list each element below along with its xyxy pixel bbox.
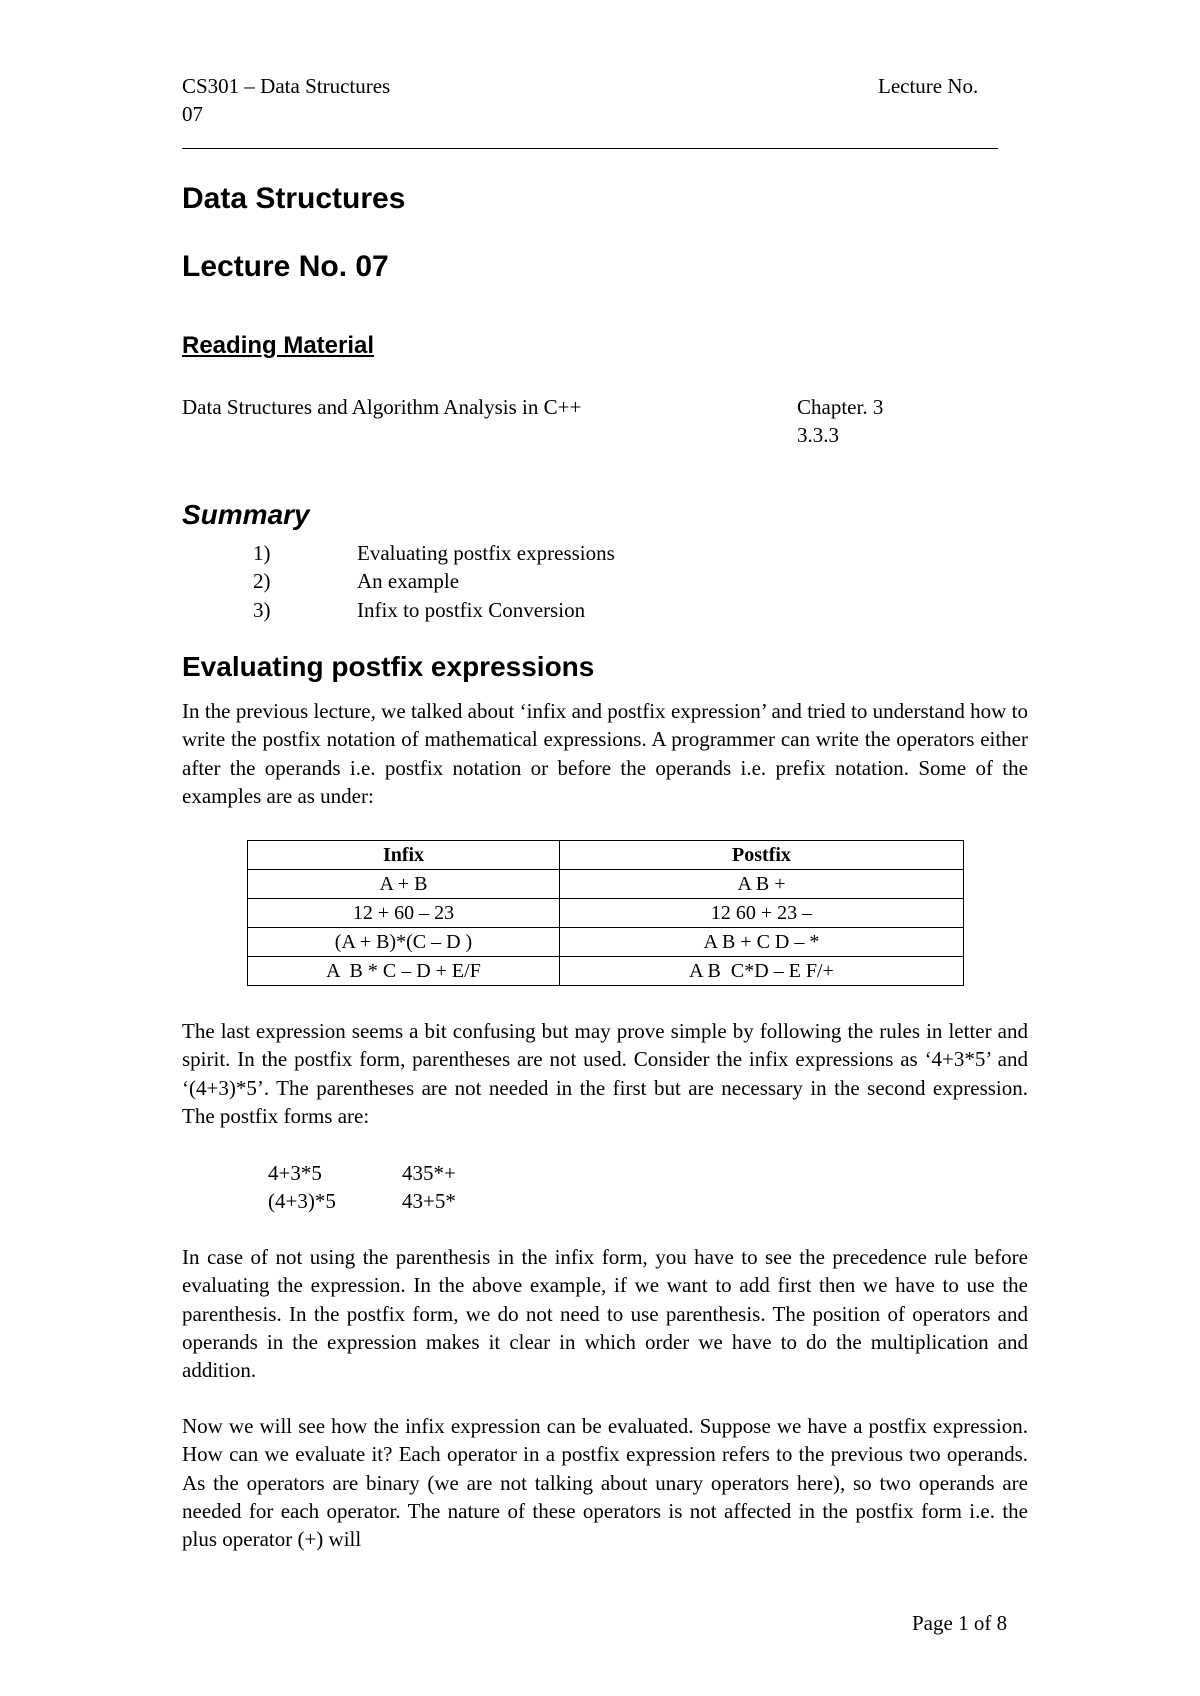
page-title: Data Structures [182, 182, 406, 215]
summary-item-text: Infix to postfix Conversion [357, 598, 586, 622]
table-header-postfix: Postfix [560, 841, 964, 870]
table-row [248, 870, 964, 899]
summary-item-number: 3) [253, 598, 271, 622]
page-number: Page 1 of 8 [912, 1611, 1008, 1635]
section-heading: Evaluating postfix expressions [182, 651, 595, 682]
example-postfix: 43+5* [402, 1189, 456, 1213]
example-infix: (4+3)*5 [268, 1189, 336, 1213]
lecture-title: Lecture No. 07 [182, 250, 389, 283]
table-cell-infix: A B * C – D + E/F [248, 957, 560, 986]
example-infix: 4+3*5 [268, 1161, 322, 1185]
reading-heading: Reading Material [182, 332, 375, 359]
paragraph-confusing: The last expression seems a bit confusing but may prove simple by following the rules in letter and spirit. In the postfix form, parentheses are not used. Consider the infix expressions as ‘4+3*5’ and ‘(4+3)*5’. The parentheses are not needed in the first but are necessary in the second expression. The postfix forms are: [182, 1019, 1028, 1128]
infix-postfix-table [247, 840, 964, 986]
table-row [248, 899, 964, 928]
table-cell-postfix: A B C*D – E F/+ [560, 957, 964, 986]
paragraph-precedence: In case of not using the parenthesis in the infix form, you have to see the precedence rule before evaluating the expression. In the above example, if we want to add first then we have to use the parenthesis. In the postfix form, we do not need to use parenthesis. The position of operators and operands in the expression makes it clear in which order we have to do the multiplication and addition. [182, 1245, 1028, 1383]
reading-chapter: Chapter. 3 [797, 395, 884, 419]
reading-book: Data Structures and Algorithm Analysis in C++ [182, 395, 582, 419]
table-cell-infix: 12 + 60 – 23 [248, 899, 560, 928]
summary-item-text: Evaluating postfix expressions [357, 541, 615, 565]
table-cell-postfix: A B + C D – * [560, 928, 964, 957]
paragraph-evaluation: Now we will see how the infix expression can be evaluated. Suppose we have a postfix expression. How can we evaluate it? Each operator in a postfix expression refers to the previous two operands. As the operators are binary (we are not talking about unary operators here), so two operands are needed for each operator. The nature of these operators is not affected in the postfix form i.e. the plus operator (+) will [182, 1414, 1028, 1552]
table-cell-postfix: A B + [560, 870, 964, 899]
header-course: CS301 – Data Structures [182, 74, 391, 98]
example-postfix: 435*+ [402, 1161, 456, 1185]
table-row [248, 928, 964, 957]
summary-item-number: 1) [253, 541, 271, 565]
table-cell-infix: (A + B)*(C – D ) [248, 928, 560, 957]
summary-item-number: 2) [253, 569, 271, 593]
table-cell-postfix: 12 60 + 23 – [560, 899, 964, 928]
header-lecture-label: Lecture No. [878, 74, 979, 98]
summary-item-text: An example [357, 569, 460, 593]
paragraph-intro: In the previous lecture, we talked about ‘infix and postfix expression’ and tried to understand how to write the postfix notation of mathematical expressions. A programmer can write the operators either after the operands i.e. postfix notation or before the operands i.e. prefix notation. Some of the examples are as under: [182, 699, 1028, 808]
header-lecture-number: 07 [182, 102, 203, 126]
table-header-infix: Infix [248, 841, 560, 870]
table-cell-infix: A + B [248, 870, 560, 899]
table-header-row [248, 841, 964, 870]
summary-heading: Summary [182, 499, 310, 530]
header-rule [182, 148, 998, 149]
reading-section: 3.3.3 [797, 423, 839, 447]
table-row [248, 957, 964, 986]
